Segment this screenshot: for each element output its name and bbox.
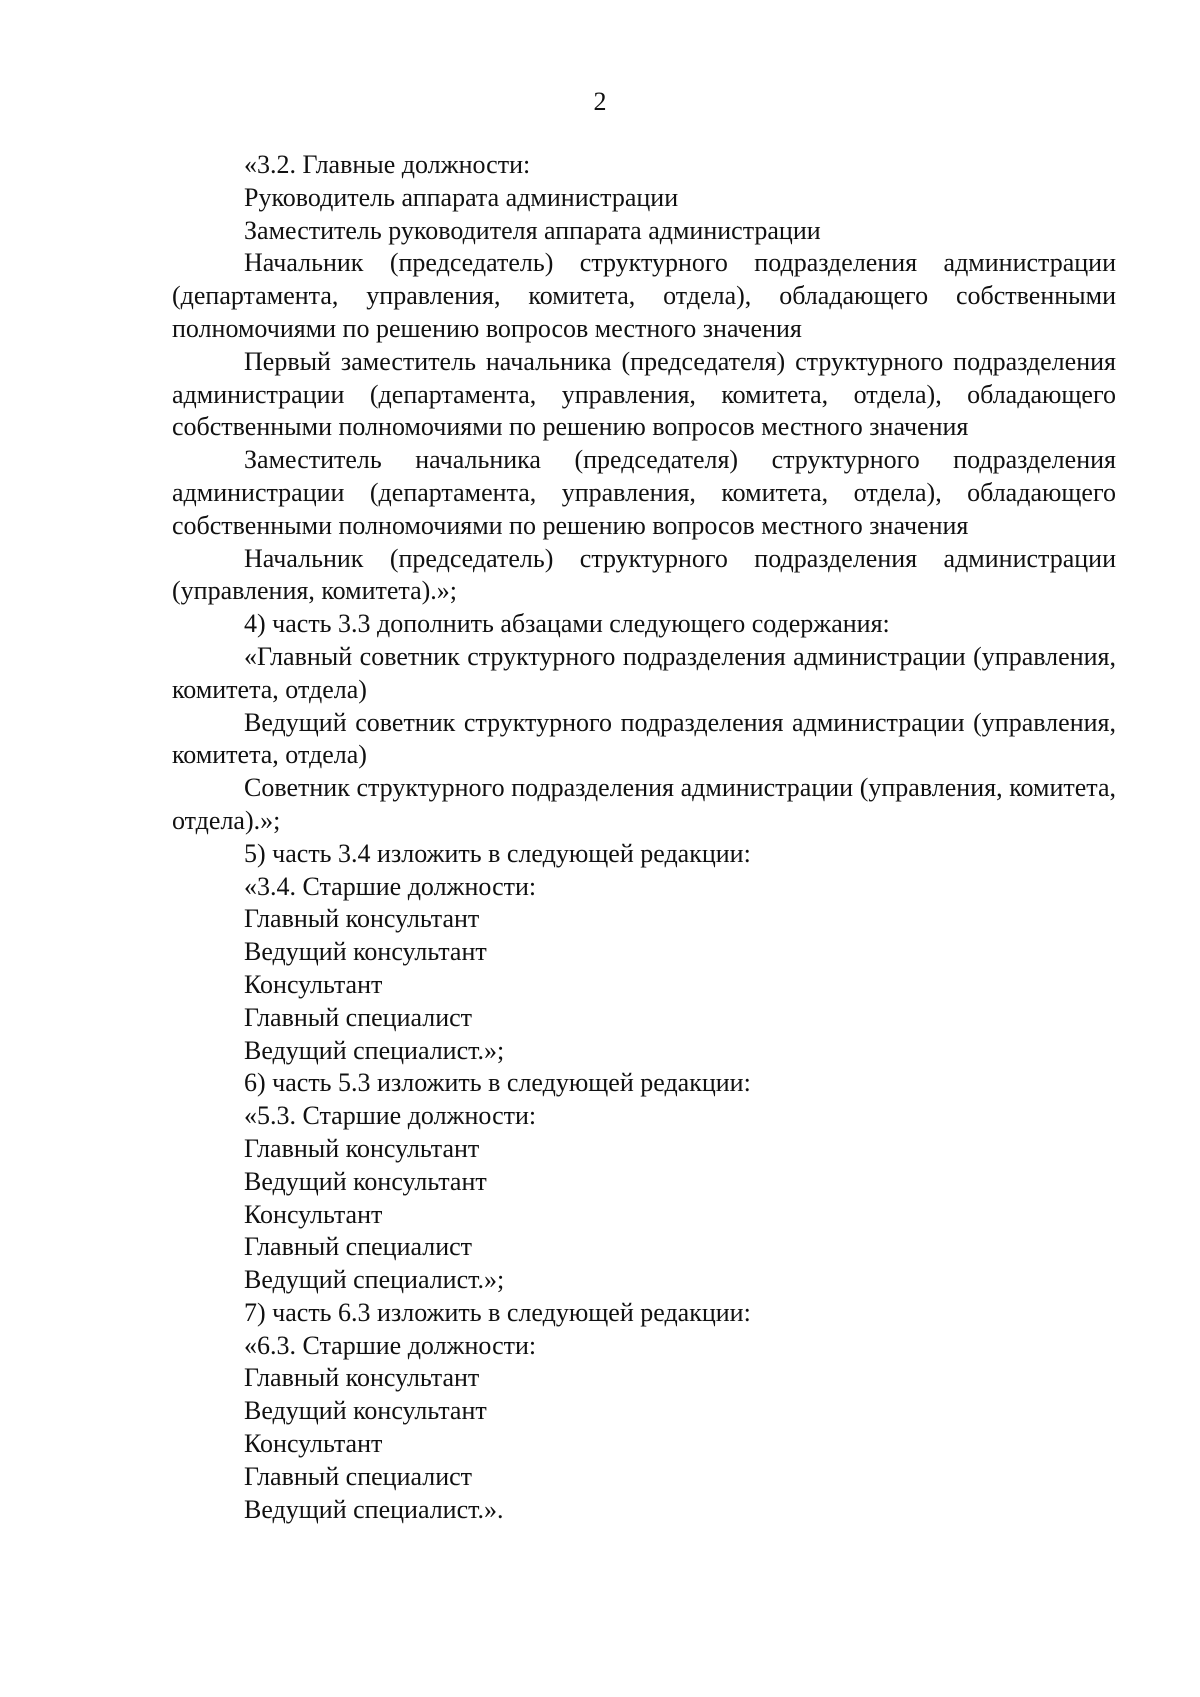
paragraph: 4) часть 3.3 дополнить абзацами следующего содержания: [244,609,890,639]
document-body [172,149,1116,1526]
paragraph: Ведущий консультант [244,1396,487,1426]
paragraph: Ведущий специалист.». [244,1494,504,1524]
paragraph: Главный консультант [244,904,480,934]
paragraph: Начальник (председатель) структурного подразделения администрации (департамента, управления, комитета, отдела), обладающего собственными полномочиями по решению вопросов местного значения [172,248,1116,343]
paragraph: Ведущий советник структурного подразделения администрации (управления, комитета, отдела) [172,707,1116,770]
paragraph: Консультант [244,1429,383,1459]
paragraph: Первый заместитель начальника (председателя) структурного подразделения администрации (департамента, управления, комитета, отдела), обладающего собственными полномочиями по решению вопросов местного значения [172,346,1116,442]
paragraph: «6.3. Старшие должности: [244,1330,537,1360]
paragraph: Ведущий консультант [244,1166,487,1196]
paragraph: Консультант [244,1199,383,1229]
paragraph: Заместитель руководителя аппарата администрации [244,215,821,245]
paragraph: Главный специалист [244,1461,473,1491]
paragraph: 5) часть 3.4 изложить в следующей редакции: [244,838,751,868]
paragraph: «3.4. Старшие должности: [244,871,537,901]
paragraph: Руководитель аппарата администрации [244,182,679,212]
paragraph: Советник структурного подразделения администрации (управления, комитета, отдела).»; [172,773,1116,835]
paragraph: Ведущий консультант [244,937,487,967]
page-number: 2 [593,87,607,116]
paragraph: Ведущий специалист.»; [244,1035,505,1065]
paragraph: 7) часть 6.3 изложить в следующей редакции: [244,1297,751,1327]
paragraph: «3.2. Главные должности: [244,150,531,179]
paragraph: Главный консультант [244,1363,480,1393]
paragraph: «5.3. Старшие должности: [244,1101,537,1131]
paragraph: «Главный советник структурного подразделения администрации (управления, комитета, отдела) [172,641,1116,704]
paragraph: Главный консультант [244,1133,480,1163]
paragraph: Начальник (председатель) структурного подразделения администрации (управления, комитета).»; [172,543,1116,606]
paragraph: Заместитель начальника (председателя) структурного подразделения администрации (департамента, управления, комитета, отдела), обладающего собственными полномочиями по решению вопросов местного значения [172,445,1116,540]
paragraph: Главный специалист [244,1232,473,1262]
paragraph: Консультант [244,969,383,999]
paragraph: Главный специалист [244,1002,473,1032]
paragraph: 6) часть 5.3 изложить в следующей редакции: [244,1068,751,1098]
paragraph: Ведущий специалист.»; [244,1265,505,1295]
